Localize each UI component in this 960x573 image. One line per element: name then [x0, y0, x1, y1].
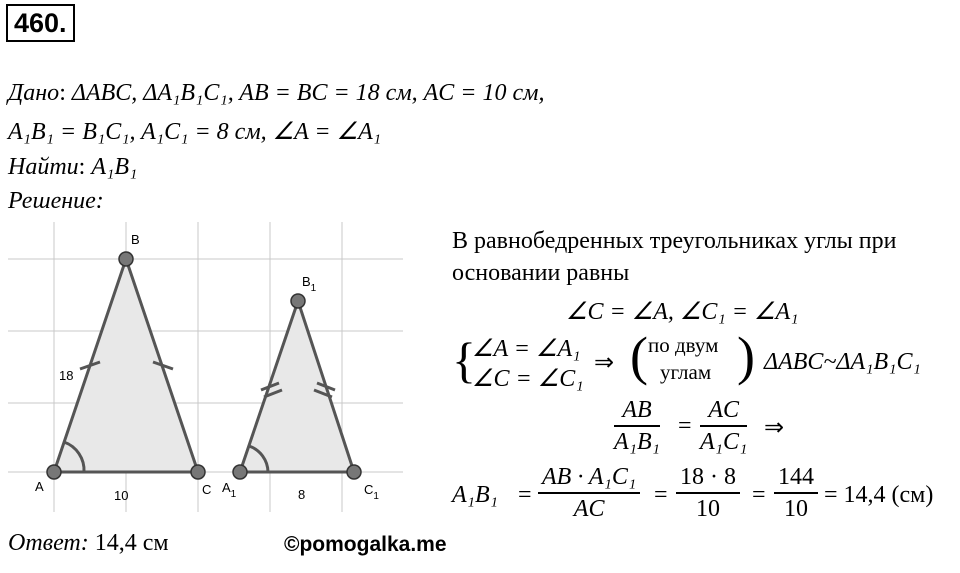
- point-b: [119, 252, 133, 266]
- implies-arrow-1: ⇒: [594, 350, 615, 376]
- ratio-right: [700, 395, 747, 457]
- label-b1: $B_1$: [302, 274, 317, 294]
- final-frac-3: [774, 462, 818, 524]
- final-lhs: A₁B₁: [452, 482, 499, 508]
- final-frac-1-den: AC: [573, 496, 605, 522]
- final-frac-2-den: 10: [696, 496, 720, 522]
- answer-label: Ответ:: [8, 530, 89, 556]
- reasoning-line-2: основании равны: [452, 260, 630, 286]
- equals-2: =: [518, 482, 532, 508]
- label-a1: $A_1$: [222, 480, 237, 500]
- implies-arrow-2: ⇒: [764, 415, 785, 441]
- angle-equalities: ∠C = ∠A, ∠C₁ = ∠A₁: [566, 299, 799, 325]
- label-b: B: [131, 232, 140, 247]
- ratio-right-den: A₁C₁: [700, 429, 748, 455]
- ratio-left-num: AB: [614, 395, 660, 427]
- ratio-left: [614, 395, 660, 457]
- system-row-2: ∠C = ∠C₁: [472, 366, 584, 392]
- point-a1: [233, 465, 247, 479]
- point-b1: [291, 294, 305, 308]
- paren-right: ): [737, 326, 755, 386]
- criterion-bottom: углам: [660, 360, 712, 384]
- point-c: [191, 465, 205, 479]
- find-value: A₁B₁: [91, 154, 138, 180]
- final-frac-1: [538, 462, 640, 524]
- triangle-a1b1c1: [240, 301, 354, 472]
- system-brace: {: [452, 332, 476, 388]
- equals-4: =: [752, 482, 766, 508]
- problem-number: 460.: [6, 4, 75, 42]
- label-c1: $C_1$: [364, 482, 379, 502]
- ratio-left-den: A₁B₁: [614, 429, 661, 455]
- label-18: 18: [59, 368, 74, 383]
- similarity: ΔABC~ΔA₁B₁C₁: [764, 349, 921, 375]
- given-label: Дано: [8, 80, 60, 106]
- final-frac-3-num: 144: [774, 462, 818, 494]
- answer-value: 14,4 см: [94, 530, 169, 556]
- given-line-1: Дано: ΔABC, ΔA₁B₁C₁, AB = BC = 18 см, AC = 10 см,: [8, 80, 545, 106]
- point-a: [47, 465, 61, 479]
- criterion-top: по двум: [648, 333, 719, 357]
- reasoning-line-1: В равнобедренных треугольниках углы при: [452, 228, 897, 254]
- given-text-2: A₁B₁ = B₁C₁, A₁C₁ = 8 см, ∠A = ∠A₁: [8, 119, 382, 145]
- equals-3: =: [654, 482, 668, 508]
- final-frac-2-num: 18 · 8: [676, 462, 740, 494]
- triangle-abc: [54, 259, 198, 472]
- final-frac-2: [676, 462, 740, 524]
- watermark: ©pomogalka.me: [284, 533, 447, 556]
- point-c1: [347, 465, 361, 479]
- equals-1: =: [678, 413, 692, 439]
- triangles-figure: [8, 222, 403, 522]
- final-frac-3-den: 10: [784, 496, 808, 522]
- ratio-right-num: AC: [700, 395, 747, 427]
- answer-line: [8, 530, 169, 557]
- paren-left: (: [630, 326, 648, 386]
- system-row-1: ∠A = ∠A₁: [472, 336, 581, 362]
- final-frac-1-num: AB · A₁C₁: [538, 462, 640, 494]
- solution-label: Решение:: [8, 188, 104, 214]
- label-8: 8: [298, 487, 306, 502]
- find-line: Найти: A₁B₁: [8, 154, 138, 180]
- given-text-1: ΔABC, ΔA₁B₁C₁, AB = BC = 18 см, AC = 10 см,: [71, 80, 545, 106]
- label-a: A: [35, 479, 44, 494]
- find-label: Найти: [8, 154, 79, 180]
- label-10: 10: [114, 488, 129, 503]
- label-c: C: [202, 482, 212, 497]
- given-line-2: [8, 117, 381, 146]
- final-result: = 14,4 (см): [824, 482, 934, 508]
